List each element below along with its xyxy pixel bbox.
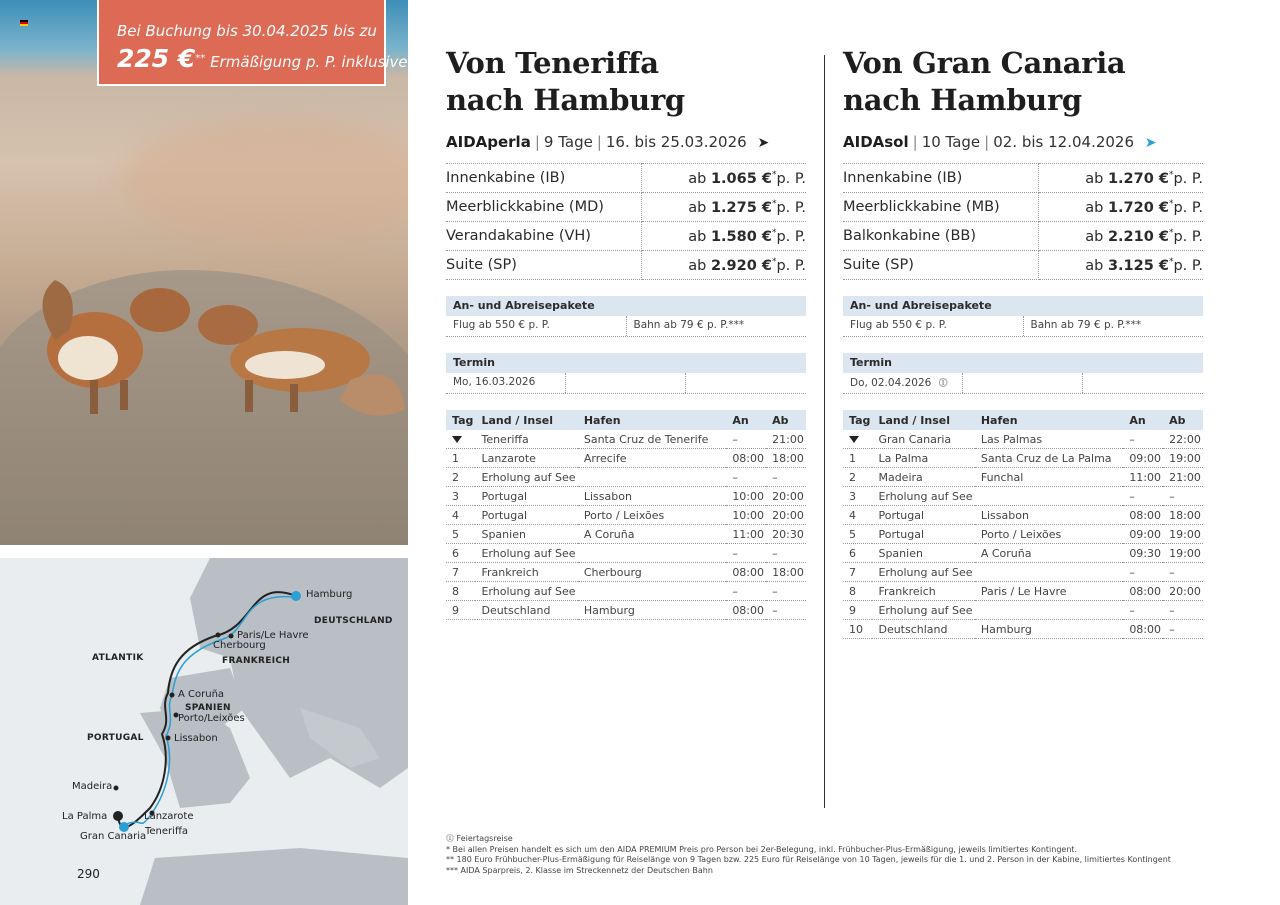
cabin-price <box>642 164 807 193</box>
holiday-icon: ⓵ <box>446 834 454 843</box>
itinerary-arrival: – <box>726 544 766 563</box>
map-label-portugal: PORTUGAL <box>87 733 144 743</box>
promo-stars: ** <box>195 53 206 64</box>
itinerary-port: Lissabon <box>578 487 726 506</box>
itinerary-arrival: – <box>1123 601 1163 620</box>
cruise-title-line2: nach Hamburg <box>446 83 685 117</box>
itinerary-arrival: – <box>1123 487 1163 506</box>
itinerary-departure: 19:00 <box>1163 544 1203 563</box>
itinerary-departure: – <box>1163 563 1203 582</box>
departure-marker-icon <box>843 430 872 449</box>
itinerary-port <box>578 544 726 563</box>
itinerary-departure: 21:00 <box>766 430 806 449</box>
itinerary-land: Portugal <box>475 487 577 506</box>
itinerary-land: Erholung auf See <box>475 468 577 487</box>
itinerary-departure: – <box>766 468 806 487</box>
cabin-name: Suite (SP) <box>843 251 1039 280</box>
itinerary-arrival: 11:00 <box>726 525 766 544</box>
itinerary-land: Portugal <box>475 506 577 525</box>
price-prefix: ab <box>1085 228 1104 245</box>
itinerary-port: Hamburg <box>578 601 726 620</box>
price-suffix: p. P. <box>776 257 806 274</box>
itinerary-row <box>446 544 806 563</box>
holiday-icon: ⓵ <box>938 379 948 389</box>
price-sup: * <box>1168 169 1174 180</box>
termin-title: Termin <box>446 353 806 373</box>
itinerary-land: Teneriffa <box>475 430 577 449</box>
itinerary-arrival: 09:00 <box>1123 525 1163 544</box>
itinerary-day: 6 <box>446 544 475 563</box>
price-value: 2.920 € <box>710 257 772 274</box>
itinerary-port: Arrecife <box>578 449 726 468</box>
cabin-price <box>1039 164 1204 193</box>
itinerary-land: Lanzarote <box>475 449 577 468</box>
price-suffix: p. P. <box>1173 228 1203 245</box>
ship-name: AIDAsol <box>843 133 909 151</box>
itinerary-land: Madeira <box>872 468 974 487</box>
itinerary-arrival: 09:00 <box>1123 449 1163 468</box>
itinerary-day: 9 <box>446 601 475 620</box>
itinerary-port <box>975 487 1123 506</box>
cabin-price <box>642 251 807 280</box>
price-sup: * <box>771 256 777 267</box>
itinerary-row <box>843 563 1203 582</box>
departure-marker-icon <box>446 430 475 449</box>
ship-info: AIDAsol | 10 Tage | 02. bis 12.04.2026 ➤ <box>843 133 1157 151</box>
price-prefix: ab <box>1085 199 1104 216</box>
cruise-column-1 <box>446 45 806 620</box>
itinerary-departure: 18:00 <box>766 449 806 468</box>
cabin-price <box>1039 193 1204 222</box>
itinerary-port: Cherbourg <box>578 563 726 582</box>
map-label-lanzarote: Lanzarote <box>144 811 194 822</box>
itinerary-row <box>843 620 1203 639</box>
itinerary-arrival: – <box>1123 563 1163 582</box>
itinerary-header: Hafen <box>975 410 1123 430</box>
ship-info: AIDAperla | 9 Tage | 16. bis 25.03.2026 ➤ <box>446 133 770 151</box>
itinerary-day: 8 <box>843 582 872 601</box>
cruise-title <box>843 45 1203 119</box>
cabin-name: Suite (SP) <box>446 251 642 280</box>
price-row <box>843 164 1203 193</box>
itinerary-row <box>446 525 806 544</box>
termin-title: Termin <box>843 353 1203 373</box>
itinerary-row <box>843 544 1203 563</box>
itinerary-departure: 20:00 <box>1163 582 1203 601</box>
packages-title: An- und Abreisepakete <box>843 296 1203 316</box>
cabin-name: Meerblickkabine (MB) <box>843 193 1039 222</box>
map-label-teneriffa: Teneriffa <box>145 826 188 837</box>
price-suffix: p. P. <box>776 199 806 216</box>
map-label-deutschland: DEUTSCHLAND <box>314 616 393 626</box>
itinerary-departure: 18:00 <box>766 563 806 582</box>
duration: 9 Tage <box>543 133 593 151</box>
footnote-3: *** AIDA Sparpreis, 2. Klasse im Streckennetz der Deutschen Bahn <box>446 865 713 875</box>
cabin-name: Innenkabine (IB) <box>843 164 1039 193</box>
cruise-title-line1: Von Teneriffa <box>446 46 659 80</box>
itinerary-departure: 19:00 <box>1163 525 1203 544</box>
package-train: Bahn ab 79 € p. P.*** <box>633 319 745 331</box>
price-table <box>843 163 1203 280</box>
flag-icon <box>20 20 28 26</box>
itinerary-land: Spanien <box>872 544 974 563</box>
price-value: 1.275 € <box>710 199 772 216</box>
price-suffix: p. P. <box>1173 170 1203 187</box>
itinerary-land: Gran Canaria <box>872 430 974 449</box>
itinerary-land: Erholung auf See <box>872 601 974 620</box>
termin-date: Do, 02.04.2026 <box>850 377 932 389</box>
price-suffix: p. P. <box>776 228 806 245</box>
duration: 10 Tage <box>921 133 981 151</box>
itinerary-row <box>446 563 806 582</box>
price-row <box>843 251 1203 280</box>
price-row <box>843 193 1203 222</box>
map-label-madeira: Madeira <box>72 781 113 792</box>
map-label-lissabon: Lissabon <box>174 733 218 744</box>
itinerary-row <box>446 487 806 506</box>
itinerary-row <box>843 525 1203 544</box>
cruise-title <box>446 45 806 119</box>
footnote-2: ** 180 Euro Frühbucher-Plus-Ermäßigung für Reiselänge von 9 Tagen bzw. 225 Euro für Reiselänge von 10 Tagen, jeweils für die 1. und 2. Person in der Kabine, limitiertes Kontingent <box>446 855 1171 864</box>
itinerary-arrival: 08:00 <box>726 601 766 620</box>
itinerary-port <box>975 601 1123 620</box>
itinerary-row <box>843 449 1203 468</box>
promo-badge <box>97 0 408 86</box>
itinerary-day: 6 <box>843 544 872 563</box>
itinerary-departure: – <box>766 582 806 601</box>
cabin-name: Innenkabine (IB) <box>446 164 642 193</box>
price-suffix: p. P. <box>776 170 806 187</box>
itinerary-departure: – <box>1163 620 1203 639</box>
cabin-name: Verandakabine (VH) <box>446 222 642 251</box>
itinerary-land: Erholung auf See <box>872 563 974 582</box>
price-value: 1.580 € <box>710 228 772 245</box>
itinerary-table <box>843 410 1203 639</box>
itinerary-arrival: – <box>726 430 766 449</box>
itinerary-row <box>446 430 806 449</box>
cruise-title-line2: nach Hamburg <box>843 83 1082 117</box>
map-label-grancanaria: Gran Canaria <box>80 831 147 842</box>
itinerary-day: 4 <box>446 506 475 525</box>
packages-title: An- und Abreisepakete <box>446 296 806 316</box>
itinerary-departure: 20:00 <box>766 506 806 525</box>
cabin-price <box>642 222 807 251</box>
price-prefix: ab <box>688 257 707 274</box>
itinerary-port: Lissabon <box>975 506 1123 525</box>
itinerary-day: 3 <box>446 487 475 506</box>
itinerary-arrival: 09:30 <box>1123 544 1163 563</box>
cruise-column-2 <box>843 45 1203 639</box>
price-prefix: ab <box>688 199 707 216</box>
itinerary-land: La Palma <box>872 449 974 468</box>
itinerary-departure: – <box>1163 601 1203 620</box>
itinerary-arrival: 08:00 <box>1123 582 1163 601</box>
package-train: Bahn ab 79 € p. P.*** <box>1030 319 1142 331</box>
itinerary-row <box>446 582 806 601</box>
price-prefix: ab <box>688 170 707 187</box>
itinerary-departure: 21:00 <box>1163 468 1203 487</box>
itinerary-day: 4 <box>843 506 872 525</box>
itinerary-port: Las Palmas <box>975 430 1123 449</box>
itinerary-arrival: – <box>726 468 766 487</box>
itinerary-departure: 19:00 <box>1163 449 1203 468</box>
itinerary-departure: – <box>1163 487 1203 506</box>
price-prefix: ab <box>1085 257 1104 274</box>
itinerary-header: An <box>1123 410 1163 430</box>
itinerary-row <box>446 468 806 487</box>
route-map <box>0 558 408 905</box>
price-table <box>446 163 806 280</box>
itinerary-departure: 22:00 <box>1163 430 1203 449</box>
footnote-1: * Bei allen Preisen handelt es sich um den AIDA PREMIUM Preis pro Person bei 2er-Belegung, inkl. Frühbucher-Plus-Ermäßigung, jeweils limitiertes Kontingent. <box>446 844 1078 854</box>
itinerary-header: Land / Insel <box>872 410 974 430</box>
footnotes <box>446 834 1171 876</box>
itinerary-arrival: 10:00 <box>726 487 766 506</box>
itinerary-day: 5 <box>843 525 872 544</box>
itinerary-day: 2 <box>843 468 872 487</box>
ship-name: AIDAperla <box>446 133 531 151</box>
itinerary-header: Land / Insel <box>475 410 577 430</box>
itinerary-day: 10 <box>843 620 872 639</box>
price-sup: * <box>1168 227 1174 238</box>
itinerary-port: Santa Cruz de Tenerife <box>578 430 726 449</box>
itinerary-land: Spanien <box>475 525 577 544</box>
package-flight: Flug ab 550 € p. P. <box>446 316 627 336</box>
itinerary-day: 1 <box>446 449 475 468</box>
itinerary-table <box>446 410 806 620</box>
itinerary-port: Porto / Leixões <box>975 525 1123 544</box>
dates: 16. bis 25.03.2026 <box>605 133 747 151</box>
map-label-paris: Paris/Le Havre <box>237 630 309 641</box>
package-flight: Flug ab 550 € p. P. <box>843 316 1024 336</box>
price-sup: * <box>771 198 777 209</box>
itinerary-port: Santa Cruz de La Palma <box>975 449 1123 468</box>
itinerary-land: Erholung auf See <box>872 487 974 506</box>
price-prefix: ab <box>1085 170 1104 187</box>
itinerary-row <box>843 582 1203 601</box>
cabin-name: Balkonkabine (BB) <box>843 222 1039 251</box>
itinerary-port: Paris / Le Havre <box>975 582 1123 601</box>
itinerary-day: 1 <box>843 449 872 468</box>
itinerary-header: Ab <box>1163 410 1203 430</box>
map-label-hamburg: Hamburg <box>306 589 353 600</box>
promo-line1: Bei Buchung bis 30.04.2025 bis zu <box>117 22 377 40</box>
map-label-acoruna: A Coruña <box>178 689 225 700</box>
price-row <box>446 193 806 222</box>
itinerary-row <box>446 601 806 620</box>
itinerary-day: 2 <box>446 468 475 487</box>
page-number: 290 <box>77 867 100 881</box>
termin-box <box>446 353 806 394</box>
price-value: 1.270 € <box>1107 170 1169 187</box>
map-label-spanien: SPANIEN <box>185 703 231 713</box>
itinerary-port <box>975 563 1123 582</box>
price-sup: * <box>771 169 777 180</box>
price-sup: * <box>771 227 777 238</box>
itinerary-row <box>446 449 806 468</box>
promo-line2: Ermäßigung p. P. inklusive <box>210 53 408 71</box>
itinerary-row <box>843 487 1203 506</box>
itinerary-land: Erholung auf See <box>475 582 577 601</box>
itinerary-arrival: 08:00 <box>1123 620 1163 639</box>
itinerary-land: Deutschland <box>475 601 577 620</box>
holiday-note: Feiertagsreise <box>456 834 513 843</box>
itinerary-departure: 20:00 <box>766 487 806 506</box>
map-label-atlantik: ATLANTIK <box>92 653 144 663</box>
itinerary-arrival: 08:00 <box>726 449 766 468</box>
itinerary-land: Frankreich <box>475 563 577 582</box>
itinerary-port: A Coruña <box>975 544 1123 563</box>
termin-box <box>843 353 1203 394</box>
itinerary-day: 3 <box>843 487 872 506</box>
itinerary-day: 7 <box>843 563 872 582</box>
termin-date: Mo, 16.03.2026 <box>446 373 566 393</box>
itinerary-day: 9 <box>843 601 872 620</box>
arrow-right-icon: ➤ <box>1144 135 1157 151</box>
itinerary-arrival: – <box>1123 430 1163 449</box>
itinerary-header: Hafen <box>578 410 726 430</box>
itinerary-header: An <box>726 410 766 430</box>
itinerary-arrival: 11:00 <box>1123 468 1163 487</box>
itinerary-header: Tag <box>446 410 475 430</box>
itinerary-port: Funchal <box>975 468 1123 487</box>
itinerary-land: Frankreich <box>872 582 974 601</box>
map-land <box>0 558 408 905</box>
itinerary-row <box>843 430 1203 449</box>
packages-box <box>446 296 806 337</box>
itinerary-departure: 20:30 <box>766 525 806 544</box>
itinerary-port: Hamburg <box>975 620 1123 639</box>
map-label-porto: Porto/Leixões <box>178 713 245 724</box>
cabin-price <box>1039 251 1204 280</box>
itinerary-port <box>578 582 726 601</box>
cruise-title-line1: Von Gran Canaria <box>843 46 1126 80</box>
price-value: 3.125 € <box>1107 257 1169 274</box>
price-value: 1.720 € <box>1107 199 1169 216</box>
itinerary-land: Deutschland <box>872 620 974 639</box>
price-value: 1.065 € <box>710 170 772 187</box>
itinerary-day: 7 <box>446 563 475 582</box>
itinerary-port: A Coruña <box>578 525 726 544</box>
itinerary-arrival: – <box>726 582 766 601</box>
itinerary-day: 5 <box>446 525 475 544</box>
cabin-price <box>1039 222 1204 251</box>
itinerary-departure: 18:00 <box>1163 506 1203 525</box>
price-sup: * <box>1168 198 1174 209</box>
price-prefix: ab <box>688 228 707 245</box>
itinerary-port <box>578 468 726 487</box>
itinerary-arrival: 08:00 <box>1123 506 1163 525</box>
price-row <box>843 222 1203 251</box>
cabin-name: Meerblickkabine (MD) <box>446 193 642 222</box>
price-value: 2.210 € <box>1107 228 1169 245</box>
itinerary-day: 8 <box>446 582 475 601</box>
itinerary-header: Ab <box>766 410 806 430</box>
itinerary-land: Portugal <box>872 506 974 525</box>
itinerary-land: Erholung auf See <box>475 544 577 563</box>
map-label-frankreich: FRANKREICH <box>222 656 291 666</box>
price-sup: * <box>1168 256 1174 267</box>
itinerary-row <box>843 506 1203 525</box>
itinerary-row <box>446 506 806 525</box>
itinerary-row <box>843 468 1203 487</box>
price-suffix: p. P. <box>1173 199 1203 216</box>
price-row <box>446 222 806 251</box>
itinerary-departure: – <box>766 544 806 563</box>
itinerary-row <box>843 601 1203 620</box>
arrow-right-icon: ➤ <box>757 135 770 151</box>
map-label-lapalma: La Palma <box>62 811 108 822</box>
cabin-price <box>642 193 807 222</box>
promo-amount: 225 € <box>117 44 196 73</box>
dates: 02. bis 12.04.2026 <box>993 133 1135 151</box>
column-divider <box>824 55 825 808</box>
price-row <box>446 251 806 280</box>
itinerary-header: Tag <box>843 410 872 430</box>
itinerary-arrival: 10:00 <box>726 506 766 525</box>
price-row <box>446 164 806 193</box>
price-suffix: p. P. <box>1173 257 1203 274</box>
itinerary-land: Portugal <box>872 525 974 544</box>
itinerary-port: Porto / Leixões <box>578 506 726 525</box>
packages-box <box>843 296 1203 337</box>
itinerary-arrival: 08:00 <box>726 563 766 582</box>
map-label-cherbourg: Cherbourg <box>213 640 266 651</box>
itinerary-departure: – <box>766 601 806 620</box>
